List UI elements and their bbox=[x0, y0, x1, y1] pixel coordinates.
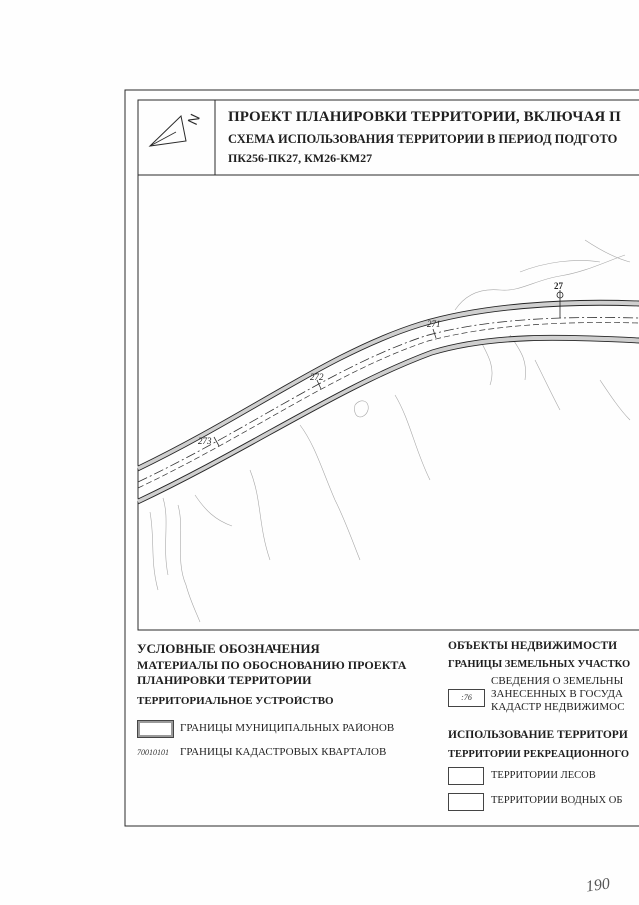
legend-group-line-1: МАТЕРИАЛЫ ПО ОБОСНОВАНИЮ ПРОЕКТА bbox=[137, 659, 407, 671]
legend-label-land-plot-line-1: СВЕДЕНИЯ О ЗЕМЕЛЬНЫ bbox=[491, 676, 624, 687]
legend-label-water: ТЕРРИТОРИИ ВОДНЫХ ОБ bbox=[491, 796, 623, 806]
legend-label-forests: ТЕРРИТОРИИ ЛЕСОВ bbox=[491, 771, 596, 781]
north-label: N bbox=[184, 111, 203, 128]
legend-symbol-land-plot bbox=[448, 689, 485, 707]
picket-label-27: 27 bbox=[554, 281, 563, 291]
legend-symbol-land-plot-code: :76 bbox=[461, 693, 472, 702]
legend-group-real-estate: ОБЪЕКТЫ НЕДВИЖИМОСТИ bbox=[448, 641, 618, 652]
map-subtitle: СХЕМА ИСПОЛЬЗОВАНИЯ ТЕРРИТОРИИ В ПЕРИОД ПОДГОТО bbox=[228, 133, 618, 146]
legend-label-land-plot-line-3: КАДАСТР НЕДВИЖИМОС bbox=[491, 702, 625, 713]
picket-label-272: 272 bbox=[310, 372, 324, 382]
legend-symbol-municipal-boundary bbox=[137, 720, 174, 738]
legend-label-cadastral-quarter: ГРАНИЦЫ КАДАСТРОВЫХ КВАРТАЛОВ bbox=[180, 747, 387, 758]
legend-title: УСЛОВНЫЕ ОБОЗНАЧЕНИЯ bbox=[137, 642, 320, 655]
legend-group-land-use: ИСПОЛЬЗОВАНИЕ ТЕРРИТОРИ bbox=[448, 730, 628, 741]
inner-frame bbox=[138, 100, 639, 630]
legend-subgroup-territorial: ТЕРРИТОРИАЛЬНОЕ УСТРОЙСТВО bbox=[137, 696, 334, 707]
legend-label-municipal-boundary: ГРАНИЦЫ МУНИЦИПАЛЬНЫХ РАЙОНОВ bbox=[180, 723, 395, 734]
legend-symbol-water bbox=[448, 793, 484, 811]
page-number: 190 bbox=[584, 875, 611, 896]
legend-subgroup-recreation: ТЕРРИТОРИИ РЕКРЕАЦИОННОГО bbox=[448, 750, 630, 760]
legend-subgroup-land-plots: ГРАНИЦЫ ЗЕМЕЛЬНЫХ УЧАСТКО bbox=[448, 660, 631, 670]
legend-symbol-forests bbox=[448, 767, 484, 785]
legend-group-line-2: ПЛАНИРОВКИ ТЕРРИТОРИИ bbox=[137, 674, 312, 686]
road-corridor bbox=[138, 300, 639, 504]
legend-label-land-plot-line-2: ЗАНЕСЕННЫХ В ГОСУДА bbox=[491, 689, 623, 700]
picket-label-271: 271 bbox=[427, 319, 441, 329]
map-title: ПРОЕКТ ПЛАНИРОВКИ ТЕРРИТОРИИ, ВКЛЮЧАЯ П bbox=[228, 110, 621, 125]
map-section: ПК256-ПК27, КМ26-КМ27 bbox=[228, 152, 373, 164]
picket-label-273: 273 bbox=[198, 436, 212, 446]
legend-symbol-cadastral-quarter: 70010101 bbox=[137, 748, 169, 757]
north-arrow-icon bbox=[150, 111, 203, 146]
outer-frame bbox=[125, 90, 639, 826]
